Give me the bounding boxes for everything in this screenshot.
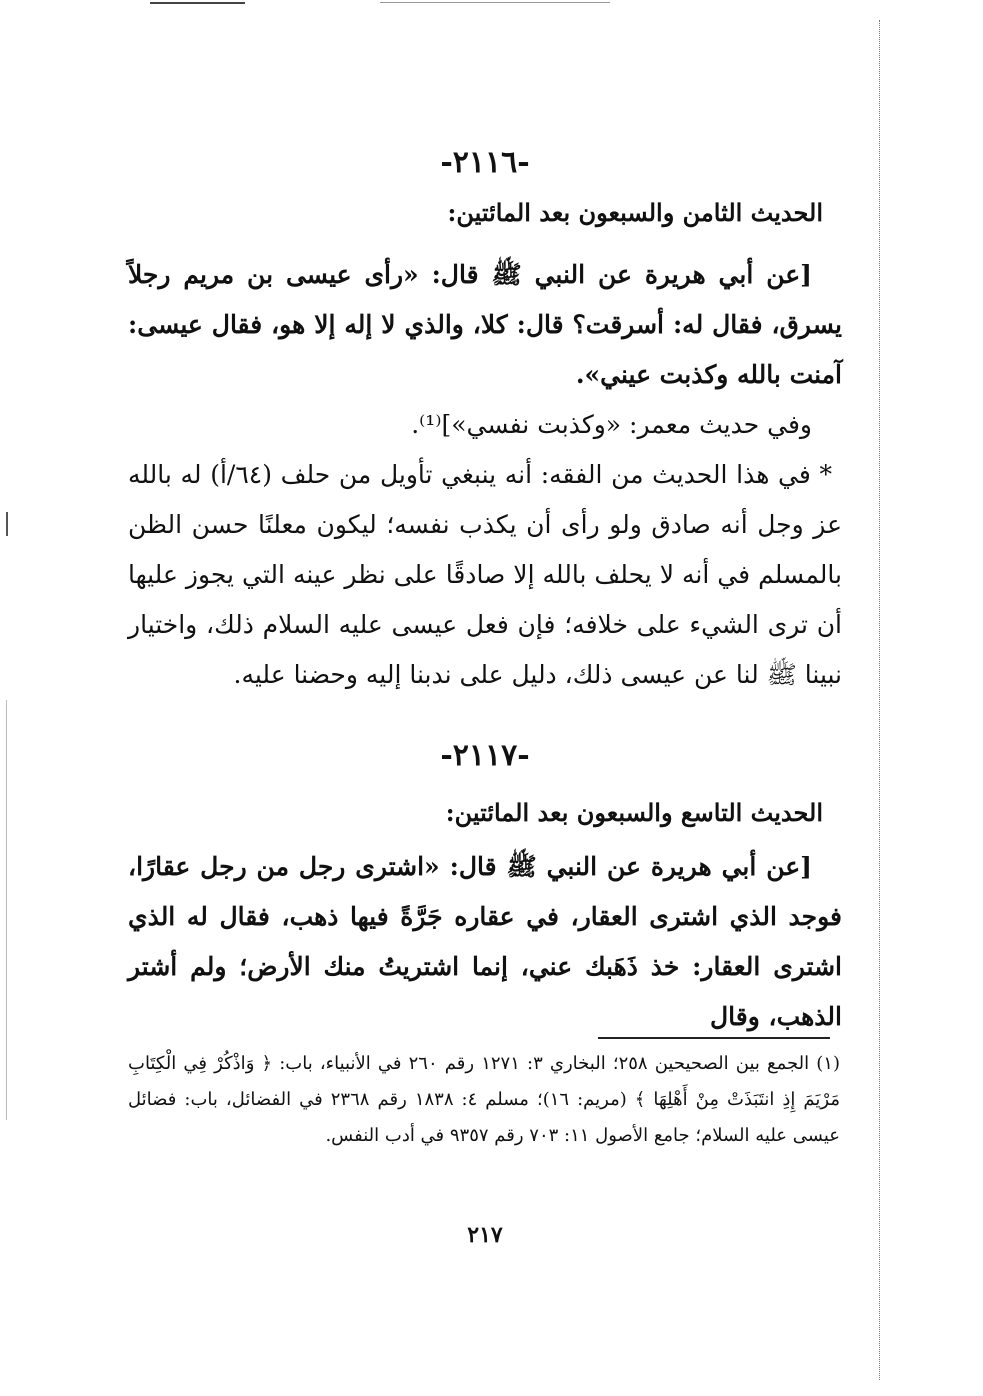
scan-artifact-left bbox=[6, 512, 8, 536]
hadith-title-2116: الحديث الثامن والسبعون بعد المائتين: bbox=[447, 198, 823, 227]
hadith-number-2117: -٢١١٧- bbox=[440, 738, 530, 773]
hadith-2116-body bbox=[128, 250, 842, 700]
footnote-separator bbox=[598, 1037, 830, 1039]
page-number: ٢١٧ bbox=[467, 1222, 503, 1248]
hadith-2117-text: [عن أبي هريرة عن النبي ﷺ قال: «اشترى رجل من رجل عقارًا، فوجد الذي اشترى العقار، في عقاره جَرَّةً فيها ذهب، فقال له الذي اشترى العقار: خذ ذَهَبك عني، إنما اشتريتُ منك الأرض؛ ولم أشتر الذهب، وقال bbox=[128, 852, 842, 1031]
scan-artifact-left-long bbox=[6, 700, 7, 1120]
scan-artifact-top-left bbox=[150, 2, 245, 4]
hadith-2117-body bbox=[128, 842, 842, 1042]
scan-artifact-top-center bbox=[380, 2, 610, 3]
hadith-2116-text: [عن أبي هريرة عن النبي ﷺ قال: «رأى عيسى بن مريم رجلاً يسرق، فقال له: أسرقت؟ قال: كلا، والذي لا إله إلا هو، فقال عيسى: آمنت بالله وكذبت عيني». bbox=[128, 260, 842, 389]
hadith-number-2116: -٢١١٦- bbox=[440, 145, 530, 180]
hadith-2116-commentary: * في هذا الحديث من الفقه: أنه ينبغي تأويل من حلف (٦٤/أ) له بالله عز وجل أنه صادق ولو رأى أن يكذب نفسه؛ ليكون معلنًا حسن الظن بالمسلم في أنه لا يحلف بالله إلا صادقًا على نظر عينه التي يجوز عليها أن ترى الشيء على خلافه؛ فإن فعل عيسى عليه السلام ذلك، واختيار نبينا ﷺ لنا عن عيسى ذلك، دليل على ندبنا إليه وحضنا عليه. bbox=[128, 460, 842, 689]
hadith-2116-variant: وفي حديث معمر: «وكذبت نفسي»]⁽¹⁾. bbox=[411, 410, 812, 439]
hadith-title-2117: الحديث التاسع والسبعون بعد المائتين: bbox=[445, 798, 823, 827]
binding-dots bbox=[879, 20, 880, 1380]
footnote: (١) الجمع بين الصحيحين ٢٥٨؛ البخاري ٣: ١٢٧١ رقم ٢٦٠ في الأنبياء، باب: ﴿ وَاذْكُرْ فِي الْكِتَابِ مَرْيَمَ إِذِ انتَبَذَتْ مِنْ أَهْلِهَا ﴾ (مريم: ١٦)؛ مسلم ٤: ١٨٣٨ رقم ٢٣٦٨ في الفضائل، باب: فضائل عيسى عليه السلام؛ جامع الأصول ١١: ٧٠٣ رقم ٩٣٥٧ في أدب النفس. bbox=[128, 1053, 840, 1146]
